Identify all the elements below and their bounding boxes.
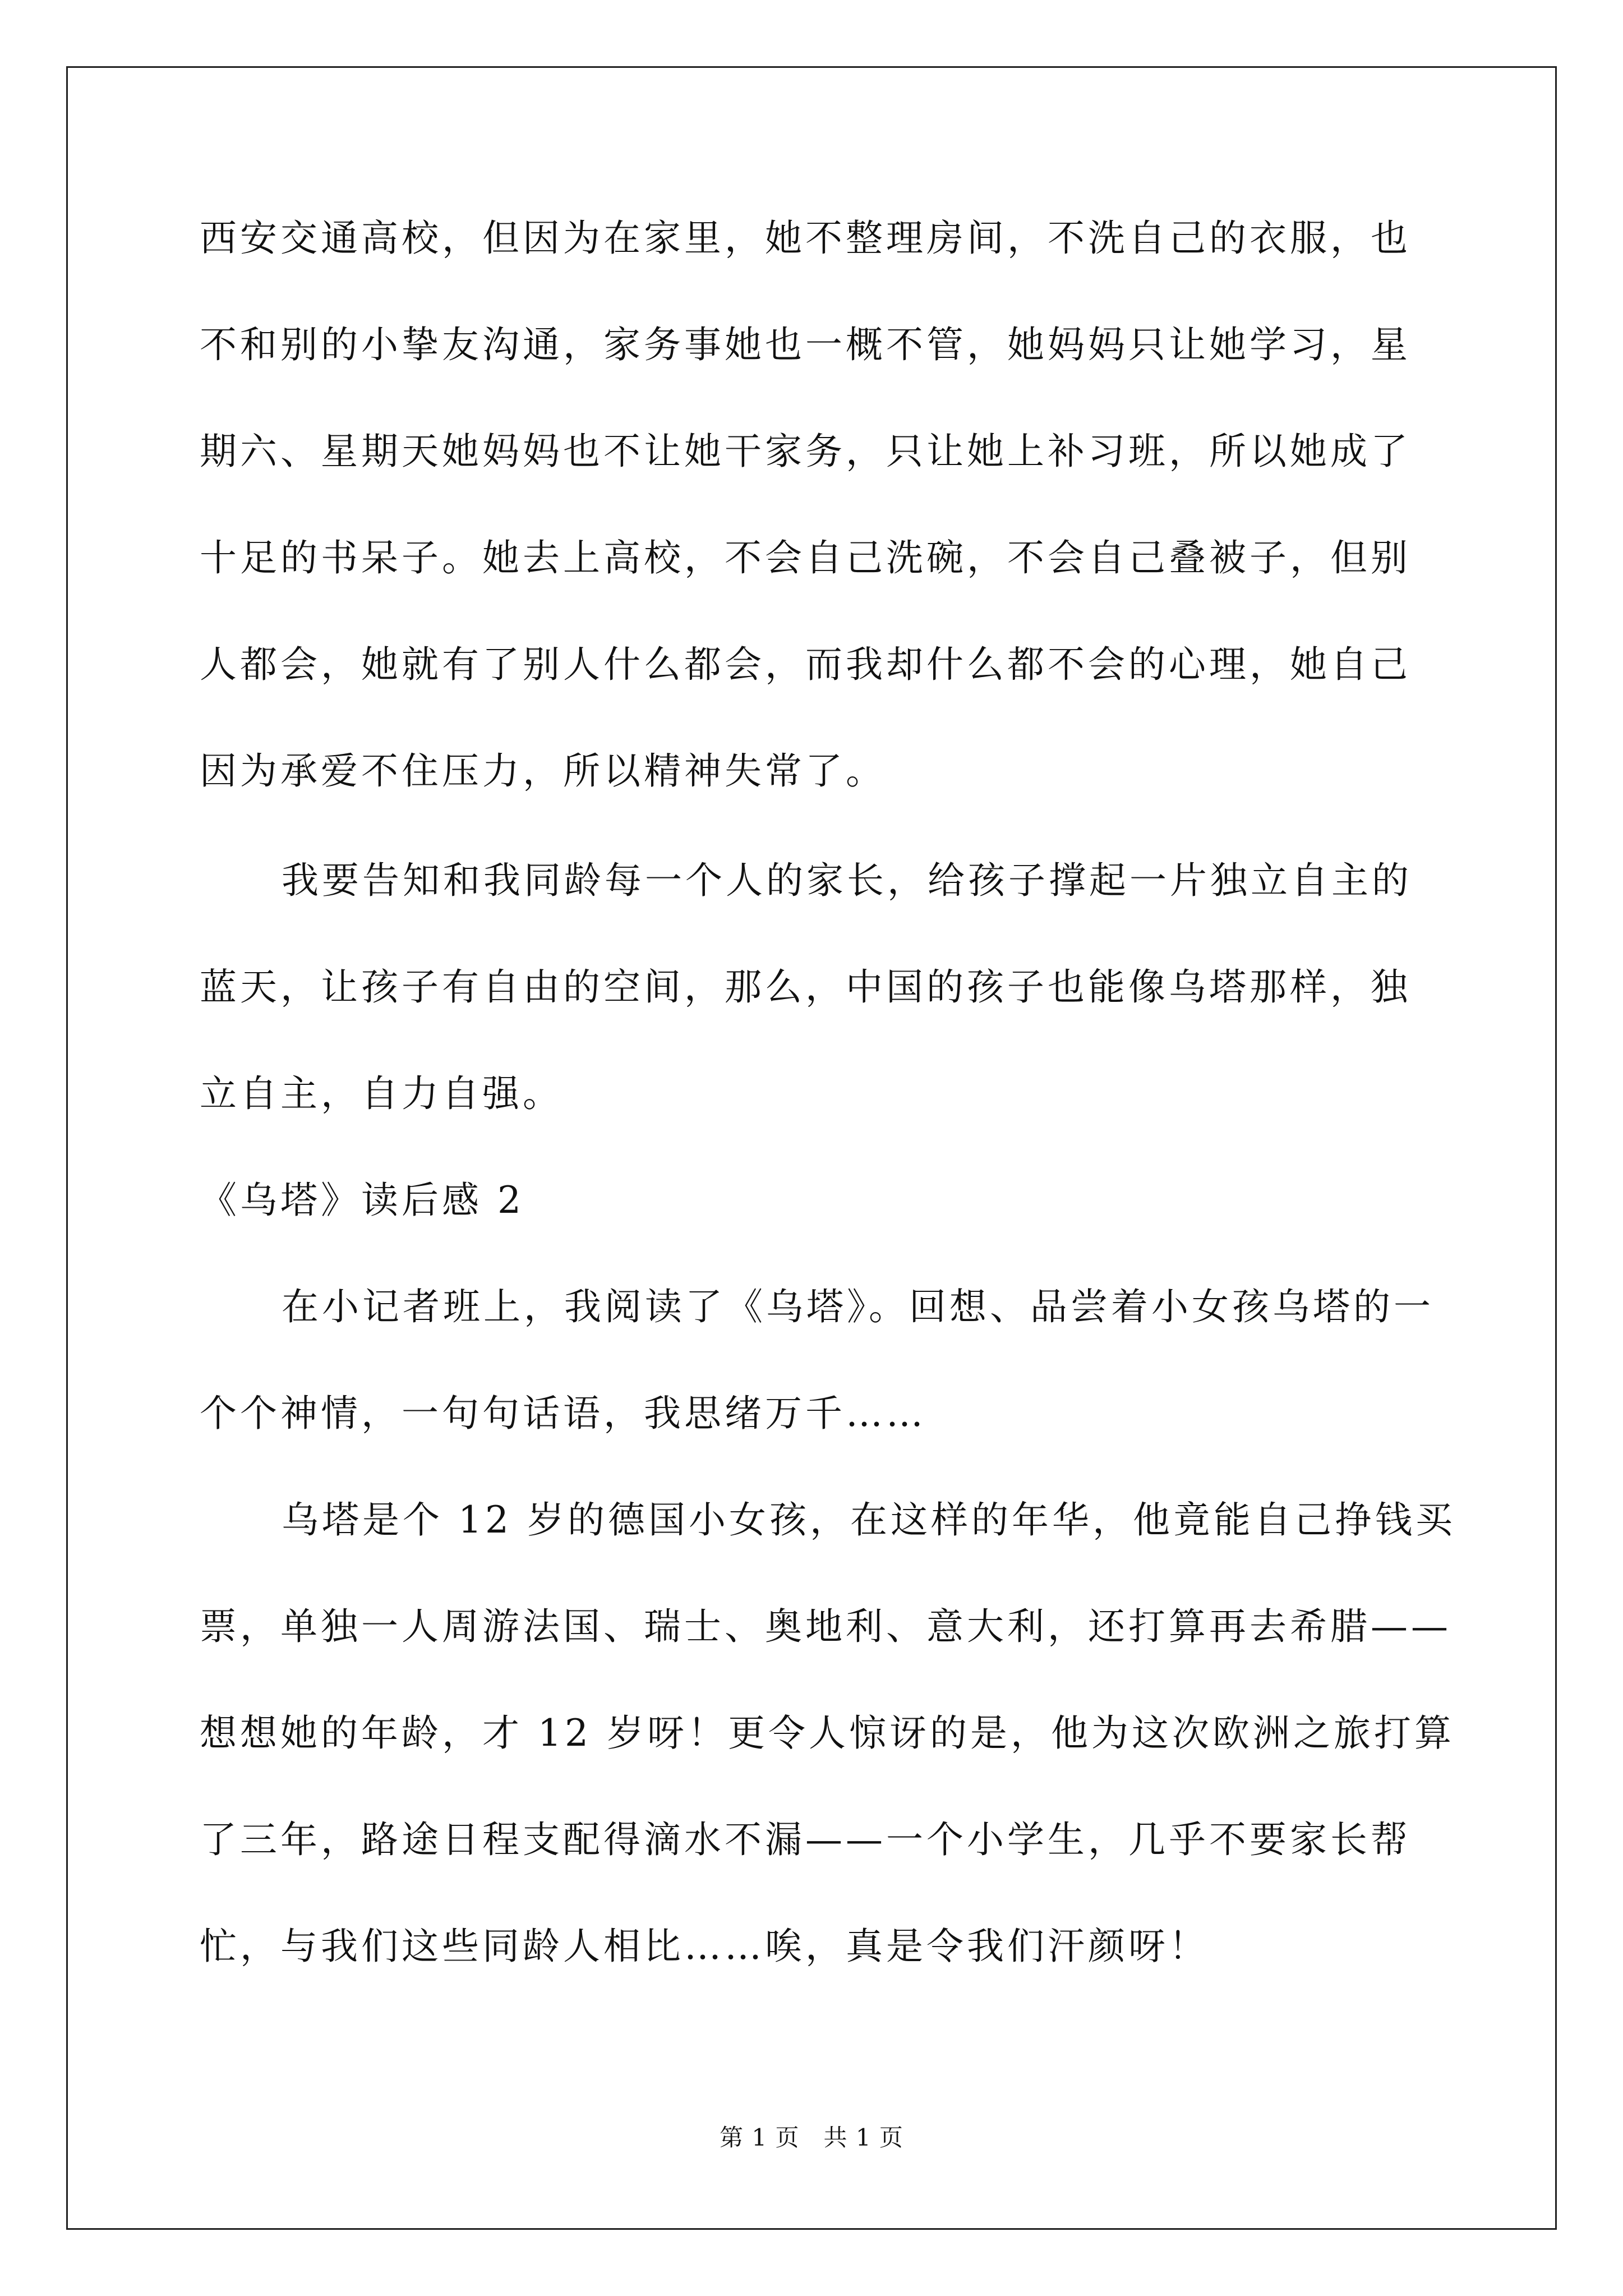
paragraph-2-line-3: 立自主，自力自强。 [200, 1072, 563, 1115]
paragraph-1-line-4: 十足的书呆子。她去上高校，不会自己洗碗，不会自己叠被子，但别 [200, 536, 1411, 579]
paragraph-1-line-1: 西安交通高校，但因为在家里，她不整理房间，不洗自己的衣服，也 [200, 217, 1411, 260]
paragraph-2-line-2: 蓝天，让孩子有自由的空间，那么，中国的孩子也能像乌塔那样，独 [200, 965, 1411, 1009]
paragraph-1-line-5: 人都会，她就有了别人什么都会，而我却什么都不会的心理，她自己 [200, 643, 1411, 686]
paragraph-1-line-2: 不和别的小挚友沟通，家务事她也一概不管，她妈妈只让她学习，星 [200, 323, 1411, 366]
paragraph-3-line-2: 个个神情，一句句话语，我思绪万千…… [200, 1392, 926, 1435]
paragraph-2-line-1: 我要告知和我同龄每一个人的家长，给孩子撑起一片独立自主的 [282, 859, 1412, 902]
paragraph-4-line-5: 忙，与我们这些同龄人相比……唉，真是令我们汗颜呀！ [200, 1925, 1209, 1968]
section-title: 《乌塔》读后感 2 [200, 1179, 524, 1222]
page-border [66, 66, 1557, 2230]
paragraph-4-line-1: 乌塔是个 12 岁的德国小女孩，在这样的年华，他竟能自己挣钱买 [282, 1498, 1456, 1542]
paragraph-4-line-4: 了三年，路途日程支配得滴水不漏——一个小学生，几乎不要家长帮 [200, 1818, 1411, 1861]
page-footer: 第 1 页 共 1 页 [720, 2124, 903, 2151]
paragraph-1-line-3: 期六、星期天她妈妈也不让她干家务，只让她上补习班，所以她成了 [200, 430, 1411, 473]
paragraph-4-line-2: 票，单独一人周游法国、瑞士、奥地利、意大利，还打算再去希腊—— [200, 1605, 1451, 1648]
paragraph-3-line-1: 在小记者班上，我阅读了《乌塔》。回想、品尝着小女孩乌塔的一 [282, 1285, 1434, 1328]
paragraph-1-line-6: 因为承爱不住压力，所以精神失常了。 [200, 749, 886, 793]
paragraph-4-line-3: 想想她的年龄，才 12 岁呀！更令人惊讶的是，他为这次欧洲之旅打算 [200, 1711, 1455, 1755]
